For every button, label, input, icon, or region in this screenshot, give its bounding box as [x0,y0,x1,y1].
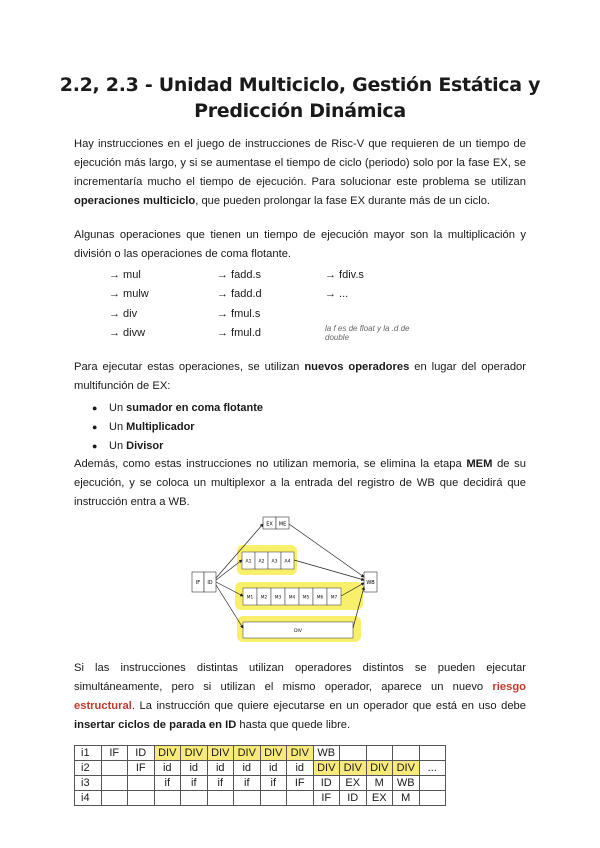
multiplier-label: M5 [302,594,310,600]
title-line-1: 2.2, 2.3 - Unidad Multiciclo, Gestión Estática y [59,74,541,96]
pipeline-cell [101,761,128,776]
paragraph-structural-hazard [74,659,526,735]
op-item: → fdiv.s [325,268,364,281]
pipeline-cell [128,776,155,791]
p1-text: Hay instrucciones en el juego de instrucciones de Risc-V que requieren de un tiempo de ejecución más largo, y si se aumentase el tiempo de ciclo (periodo) solo por la fase EX, se incrementaría mucho el tiempo de ejecución. Para solucionar este problema se utilizan [74,138,526,188]
p5-text-mid: . La instrucción que quiere ejecutarse en un operador que está en uso debe [131,700,526,712]
op-item: → mulw [109,288,149,301]
pipeline-cell: ID [340,791,367,806]
op-item: → fmul.d [217,327,262,340]
pipeline-cell: IF [287,776,314,791]
operators-list [92,398,263,455]
instruction-label: i2 [75,761,102,776]
p4-text: Además, como estas instrucciones no utilizan memoria, se elimina la etapa [74,458,467,470]
pipeline-cell: DIV [313,761,340,776]
pipeline-cell: ... [419,761,446,776]
pipeline-cell: id [287,761,314,776]
mem-label: ME [278,521,287,528]
p4-bold: MEM [466,458,493,470]
adder-label: A4 [284,559,291,565]
paragraph-mem-removed [74,455,526,512]
if-label: IF [195,580,201,586]
multicycle-pipeline-diagram [190,512,380,644]
multiplier-label: M1 [246,594,254,600]
pipeline-cell: DIV [234,746,261,761]
pipeline-cell: id [181,761,208,776]
table-row [75,791,446,806]
ops-note: la f es de float y la .d de double [325,324,410,343]
multiplier-label: M4 [288,594,296,600]
instruction-label: i1 [75,746,102,761]
pipeline-cell [234,791,261,806]
p1-bold: operaciones multiciclo [74,195,196,207]
p5-red-term: riesgo estructural [74,681,526,712]
pipeline-cell: ID [128,746,155,761]
p3-text: Para ejecutar estas operaciones, se utilizan [74,361,305,373]
pipeline-cell: DIV [154,746,181,761]
multiplier-label: M2 [260,594,268,600]
list-item [92,417,263,436]
adder-label: A3 [271,559,278,565]
divider-label: DIV [294,629,302,634]
p5-text: Si las instrucciones distintas utilizan operadores distintos se pueden ejecutar simultáneamente, pero si utilizan el mismo operador, aparece un nuevo [74,662,526,693]
pipeline-cell: WB [393,776,420,791]
bullet-bold: Multiplicador [126,420,195,433]
pipeline-cell [101,776,128,791]
paragraph-new-operators [74,358,526,396]
pipeline-cell: DIV [393,761,420,776]
pipeline-cell [366,746,393,761]
pipeline-cell: IF [128,761,155,776]
title-line-2: Predicción Dinámica [194,100,406,122]
paragraph-operations: Algunas operaciones que tienen un tiempo de ejecución mayor son la multiplicación y división o las operaciones de coma flotante. [74,229,526,260]
pipeline-cell: DIV [181,746,208,761]
pipeline-cell: DIV [260,746,287,761]
operations-list [109,265,433,343]
adder-units [242,552,294,569]
multiplier-label: M6 [316,594,324,600]
pipeline-cell: if [181,776,208,791]
bullet-bold: Divisor [126,439,164,452]
pipeline-cell [393,746,420,761]
op-item: → mul [109,268,141,281]
bullet-prefix: Un [109,420,124,433]
pipeline-cell: if [154,776,181,791]
pipeline-cell: ID [313,776,340,791]
bullet-icon: ● [92,421,98,432]
op-item: → divw [109,327,146,340]
p5-bold: insertar ciclos de parada en ID [74,719,237,731]
op-item: → fadd.d [217,288,262,301]
pipeline-cell: DIV [287,746,314,761]
pipeline-cell: DIV [366,761,393,776]
pipeline-table [74,745,446,806]
table-row [75,776,446,791]
bullet-icon: ● [92,402,98,413]
ops-row [109,265,433,285]
p3-text-end: en lugar del operador multifunción de EX: [74,361,526,392]
instruction-label: i3 [75,776,102,791]
pipeline-cell: M [366,776,393,791]
p3-bold: nuevos operadores [304,361,410,373]
ops-row [109,304,433,324]
pipeline-cell: id [234,761,261,776]
pipeline-cell [128,791,155,806]
pipeline-cell: DIV [207,746,234,761]
pipeline-cell: M [393,791,420,806]
pipeline-cell: id [207,761,234,776]
page-title [0,72,600,124]
pipeline-cell: if [260,776,287,791]
pipeline-cell: if [207,776,234,791]
pipeline-cell [207,791,234,806]
bullet-icon: ● [92,440,98,451]
pipeline-cell [154,791,181,806]
id-label: ID [207,580,213,586]
pipeline-cell: WB [313,746,340,761]
pipeline-cell [260,791,287,806]
list-item [92,398,263,417]
adder-label: A1 [245,559,252,565]
op-item: → fadd.s [217,268,262,281]
instruction-label: i4 [75,791,102,806]
pipeline-cell [340,746,367,761]
multiplier-units [243,588,341,605]
pipeline-cell: EX [366,791,393,806]
ops-row [109,285,433,305]
bullet-bold: sumador en coma flotante [126,401,264,414]
pipeline-cell: IF [101,746,128,761]
pipeline-cell: EX [340,776,367,791]
pipeline-cell: DIV [340,761,367,776]
ex-label: EX [266,521,273,528]
p5-text-end: hasta que quede libre. [236,719,351,731]
table-row [75,746,446,761]
pipeline-cell [419,746,446,761]
op-item: → div [109,307,138,320]
p4-text-end: de su ejecución, y se coloca un multiplexor a la entrada del registro de WB que decidirá que instrucción entra a WB. [74,458,526,508]
p1-text-end: , que pueden prolongar la fase EX durante más de un ciclo. [195,195,491,207]
pipeline-cell: id [154,761,181,776]
pipeline-cell [419,776,446,791]
op-item: → ... [325,288,349,301]
bullet-prefix: Un [109,401,124,414]
pipeline-cell [419,791,446,806]
list-item [92,436,263,455]
bullet-prefix: Un [109,439,124,452]
ops-row [109,324,433,344]
pipeline-cell: id [260,761,287,776]
pipeline-cell [101,791,128,806]
table-row [75,761,446,776]
pipeline-cell [181,791,208,806]
pipeline-cell [287,791,314,806]
op-item: → fmul.s [217,307,261,320]
adder-label: A2 [258,559,265,565]
pipeline-cell: if [234,776,261,791]
multiplier-label: M7 [330,594,338,600]
pipeline-cell: IF [313,791,340,806]
multiplier-label: M3 [274,594,282,600]
paragraph-intro [74,135,526,211]
diagram-connections [216,521,364,628]
wb-label: WB [366,580,375,586]
